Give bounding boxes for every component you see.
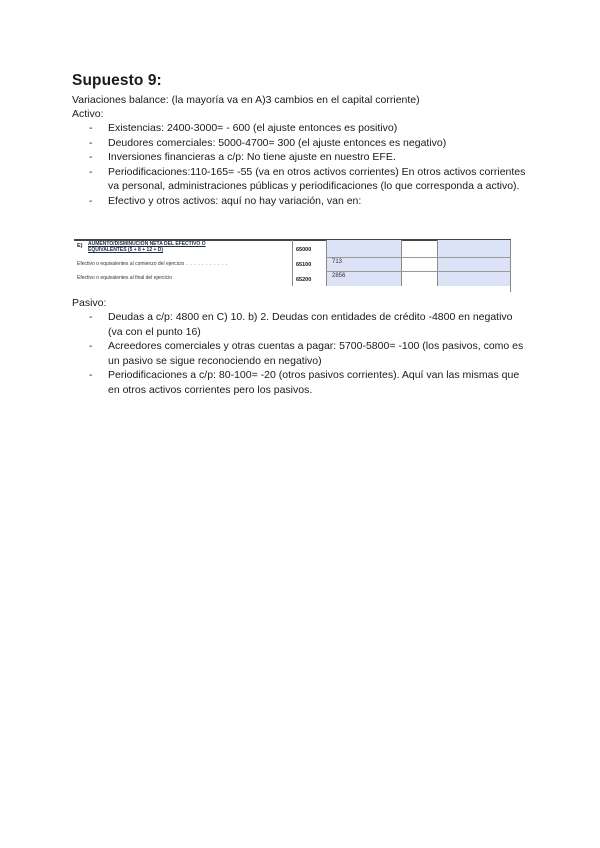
grid-line — [437, 240, 438, 286]
grid-line — [510, 240, 511, 292]
list-item — [72, 121, 528, 136]
row-description: AUMENTO/DISMINUCIÓN NETA DEL EFECTIVO O — [88, 241, 206, 247]
blank-cell — [401, 271, 437, 286]
bullet-dash: - — [89, 340, 93, 353]
page-title: Supuesto 9: — [72, 72, 162, 89]
list-item-text: Acreedores comerciales y otras cuentas a pagar: 5700-5800= -100 (los pasivos, como es un pasivo se sigue reconociendo en negativo) — [108, 340, 524, 367]
value-cell-prior — [437, 240, 511, 257]
list-item — [72, 165, 528, 194]
grid-line — [326, 240, 327, 286]
list-item — [72, 150, 528, 165]
list-item — [72, 339, 528, 368]
row-code: 65100 — [296, 262, 312, 268]
list-item-text: Existencias: 2400-3000= - 600 (el ajuste entonces es positivo) — [108, 122, 398, 134]
bullet-dash: - — [89, 165, 93, 178]
cell-value: 2856 — [332, 273, 346, 279]
grid-line — [401, 240, 402, 286]
pasivo-list — [72, 310, 528, 398]
activo-label: Activo: — [72, 108, 104, 120]
row-description — [77, 261, 228, 267]
grid-line — [326, 271, 511, 272]
list-item — [72, 310, 528, 339]
cell-value: 713 — [332, 259, 343, 265]
list-item — [72, 194, 528, 209]
value-cell — [326, 257, 401, 271]
row-description-line2: EQUIVALENTES (5 + 8 + 12 + D) — [88, 247, 164, 253]
intro-line: Variaciones balance: (la mayoría va en A)3 cambios en el capital corriente) — [72, 94, 420, 106]
bullet-dash: - — [89, 136, 93, 149]
value-cell-prior — [437, 271, 511, 286]
blank-cell — [401, 257, 437, 271]
grid-line — [326, 257, 511, 258]
leader-dots: . . . . . . . . . . . — [184, 261, 229, 267]
list-item — [72, 368, 528, 397]
row-description-text: Efectivo o equivalentes al comienzo del ejercicio — [77, 261, 185, 267]
activo-list — [72, 121, 528, 209]
list-item-text: Periodificaciones a c/p: 80-100= -20 (otros pasivos corrientes). Aquí van las mismas que en otros activos corrientes pero los pasivos. — [108, 369, 520, 396]
list-item-text: Deudas a c/p: 4800 en C) 10. b) 2. Deudas con entidades de crédito -4800 en negativo (va con el punto 16) — [108, 311, 513, 338]
bullet-dash: - — [89, 194, 93, 207]
value-cell — [326, 271, 401, 286]
row-letter: E) — [77, 243, 83, 249]
list-item-text: Periodificaciones:110-165= -55 (va en otros activos corrientes) En otros activos corrientes va personal, administraciones públicas y periodificaciones (lo que corresponda a activo). — [108, 165, 526, 193]
row-description: Efectivo o equivalentes al final del ejercicio — [77, 275, 173, 281]
value-cell-prior — [437, 257, 511, 271]
row-code: 65200 — [296, 277, 312, 283]
bullet-dash: - — [89, 122, 93, 134]
list-item-text: Deudores comerciales: 5000-4700= 300 (el ajuste entonces es negativo) — [108, 136, 447, 149]
bullet-dash: - — [89, 311, 93, 323]
bullet-dash: - — [89, 151, 93, 164]
pasivo-label: Pasivo: — [72, 297, 107, 309]
list-item — [72, 136, 528, 151]
list-item-text: Efectivo y otros activos: aquí no hay variación, van en: — [108, 194, 362, 207]
grid-line — [292, 240, 293, 286]
row-code: 65000 — [296, 247, 312, 253]
efe-table-snippet — [74, 239, 511, 289]
blank-cell — [401, 240, 437, 257]
value-cell — [326, 240, 401, 257]
bullet-dash: - — [89, 369, 93, 382]
list-item-text: Inversiones financieras a c/p: No tiene ajuste en nuestro EFE. — [108, 151, 396, 164]
